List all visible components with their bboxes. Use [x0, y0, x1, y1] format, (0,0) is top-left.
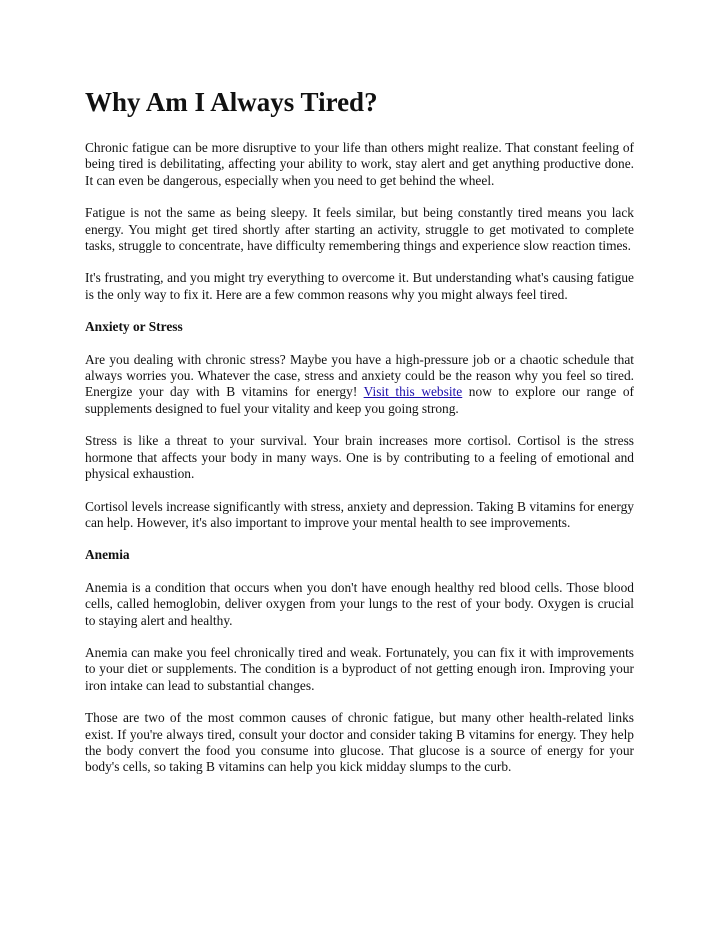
visit-website-link[interactable]: Visit this website [363, 384, 463, 400]
article-body [85, 140, 634, 792]
paragraph-conclusion: Those are two of the most common causes of chronic fatigue, but many other health-related links exist. If you're always tired, consult your doctor and consider taking B vitamins for energy. They help the body convert the food you consume into glucose. That glucose is a source of energy for your body's cells, so taking B vitamins can help you kick midday slumps to the curb. [85, 710, 634, 775]
page-title: Why Am I Always Tired? [85, 87, 378, 117]
paragraph-cortisol-levels: Cortisol levels increase significantly with stress, anxiety and depression. Taking B vitamins for energy can help. However, it's also important to improve your mental health to see improvements. [85, 498, 634, 530]
paragraph-chronic-stress-text: Are you dealing with chronic stress? Maybe you have a high-pressure job or a chaotic schedule that always worries you. Whatever the case, stress and anxiety could be the reason why you feel so tired. Energize your day with B vitamins for energy! [85, 351, 634, 400]
paragraph-chronic-stress [85, 352, 634, 418]
heading-anemia: Anemia [85, 547, 130, 563]
paragraph-anemia-fix: Anemia can make you feel chronically tired and weak. Fortunately, you can fix it with improvements to your diet or supplements. The condition is a byproduct of not getting enough iron. Improving your iron intake can lead to substantial changes. [85, 644, 634, 693]
paragraph-chronic-stress-text-end: now to explore our range of supplements designed to fuel your vitality and keep you going strong. [85, 384, 634, 416]
paragraph-cortisol-threat: Stress is like a threat to your survival. Your brain increases more cortisol. Cortisol is the stress hormone that affects your body in many ways. One is by contributing to a feeling of emotional and physical exhaustion. [85, 433, 634, 482]
paragraph-anemia-definition: Anemia is a condition that occurs when you don't have enough healthy red blood cells. Those blood cells, called hemoglobin, deliver oxygen from your lungs to the rest of your body. Oxygen is crucial to staying alert and healthy. [85, 579, 634, 628]
heading-anxiety-stress: Anxiety or Stress [85, 319, 183, 335]
paragraph-frustrating: It's frustrating, and you might try everything to overcome it. But understanding what's causing fatigue is the only way to fix it. Here are a few common reasons why you might always feel tired. [85, 270, 634, 302]
paragraph-intro: Chronic fatigue can be more disruptive to your life than others might realize. That constant feeling of being tired is debilitating, affecting your ability to work, stay alert and get anything productive done. It can even be dangerous, especially when you need to get behind the wheel. [85, 140, 634, 188]
paragraph-fatigue-vs-sleepy: Fatigue is not the same as being sleepy. It feels similar, but being constantly tired means you lack energy. You might get tired shortly after starting an activity, struggle to get motivated to complete tasks, struggle to concentrate, have difficulty remembering things and experience slow reaction times. [85, 205, 634, 254]
